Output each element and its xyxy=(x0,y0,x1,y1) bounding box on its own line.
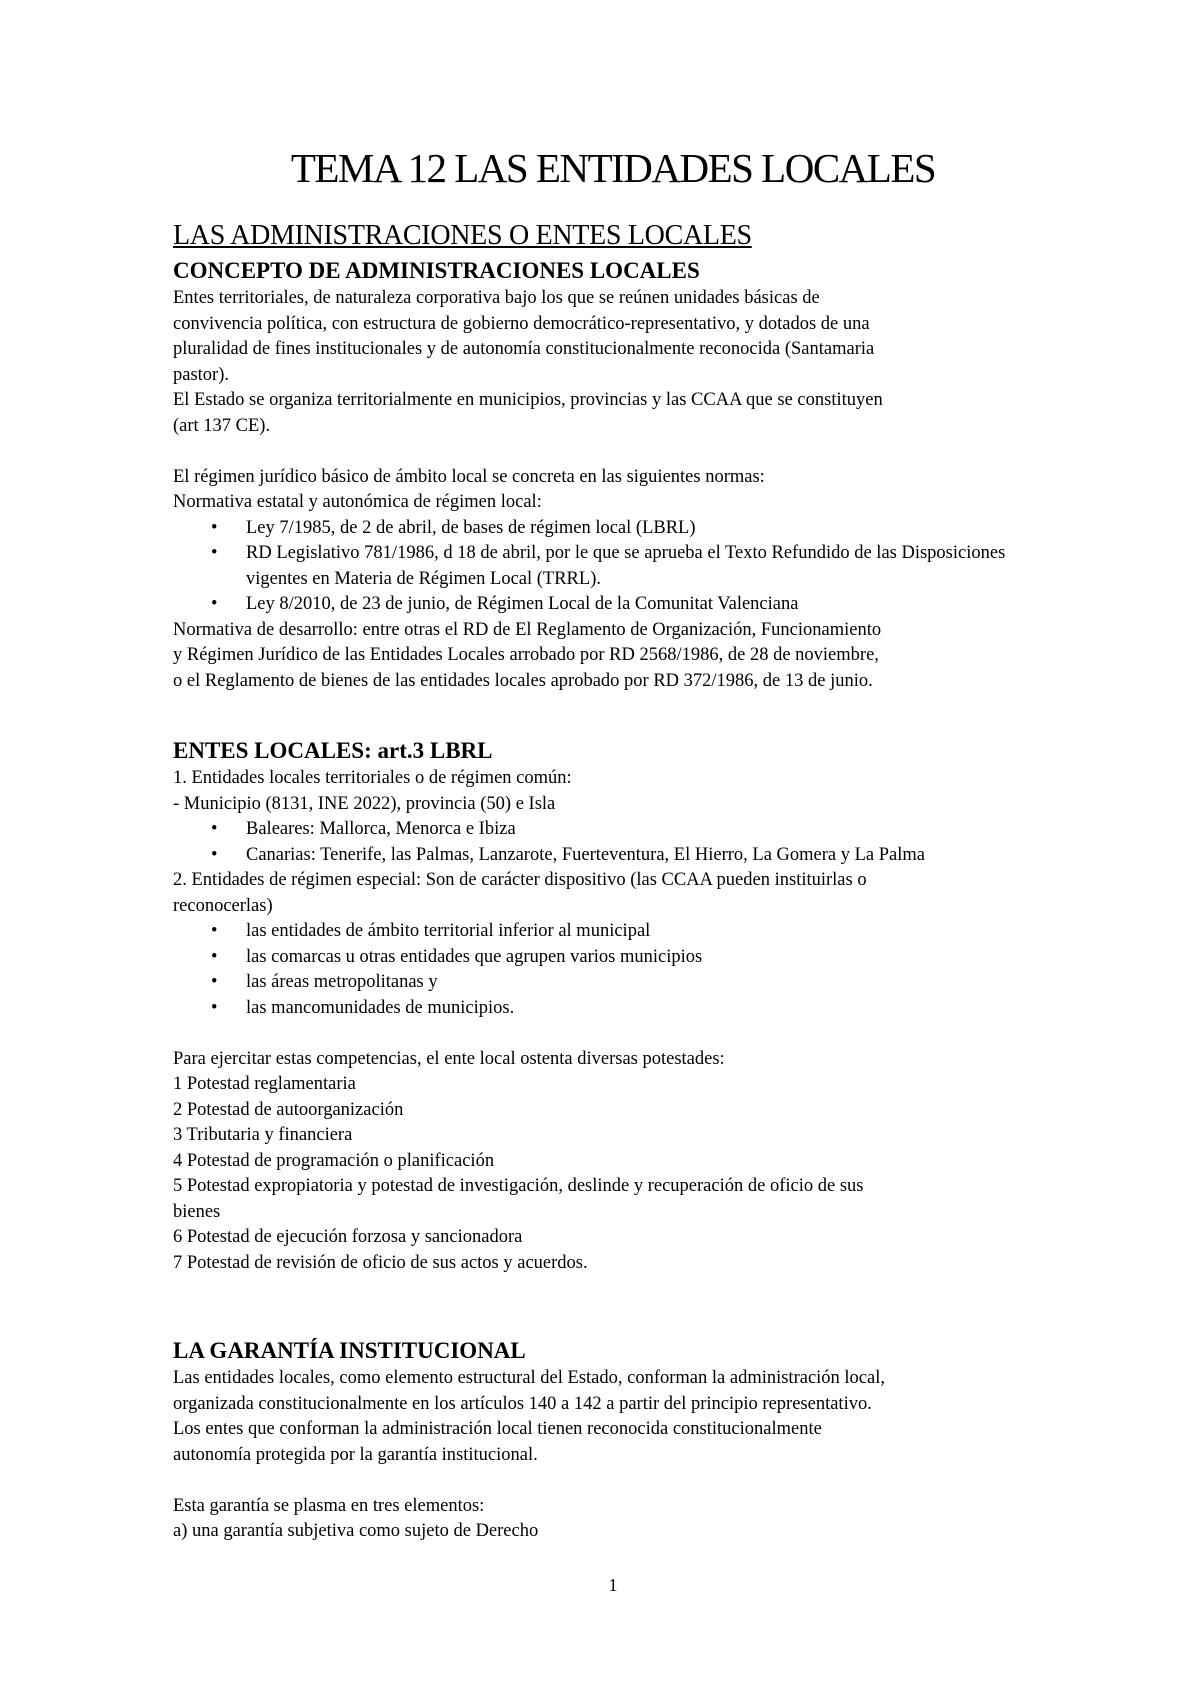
section-heading-administraciones: LAS ADMINISTRACIONES O ENTES LOCALES xyxy=(173,220,752,251)
list-item: • RD Legislativo 781/1986, d 18 de abril, por le que se aprueba el Texto Refundido de las Disposiciones vigentes en Materia de Régimen Local (TRRL). xyxy=(173,541,1053,592)
heading-concepto: CONCEPTO DE ADMINISTRACIONES LOCALES xyxy=(173,258,700,283)
text-line: 1. Entidades locales territoriales o de régimen común: xyxy=(173,768,572,788)
text-line: El régimen jurídico básico de ámbito local se concreta en las siguientes normas: xyxy=(173,466,765,487)
list-item: • Canarias: Tenerife, las Palmas, Lanzarote, Fuerteventura, El Hierro, La Gomera y La Palma xyxy=(173,843,1053,869)
text-line: Las entidades locales, como elemento estructural del Estado, conforman la administración local, xyxy=(173,1368,885,1388)
text-line: a) una garantía subjetiva como sujeto de Derecho xyxy=(173,1521,539,1541)
text-line: reconocerlas) xyxy=(173,895,273,916)
text-line: - Municipio (8131, INE 2022), provincia (50) e Isla xyxy=(173,793,556,814)
section-garantia xyxy=(173,1336,1053,1545)
potestad-item: 6 Potestad de ejecución forzosa y sancionadora xyxy=(173,1227,523,1247)
text-line: convivencia política, con estructura de gobierno democrático-representativo, y dotados de una xyxy=(173,313,870,334)
text-line: Normativa de desarrollo: entre otras el RD de El Reglamento de Organización, Funcionamiento xyxy=(173,619,882,640)
heading-garantia: LA GARANTÍA INSTITUCIONAL xyxy=(173,1338,526,1363)
text-line: Entes territoriales, de naturaleza corporativa bajo los que se reúnen unidades básicas de xyxy=(173,288,820,308)
text-line: Los entes que conforman la administración local tienen reconocida constitucionalmente xyxy=(173,1419,822,1439)
text-line: y Régimen Jurídico de las Entidades Locales arrobado por RD 2568/1986, de 28 de noviembre, xyxy=(173,645,879,665)
list-item: • las áreas metropolitanas y xyxy=(173,970,1053,996)
page-number: 1 xyxy=(608,1575,618,1595)
heading-entes-locales: ENTES LOCALES: art.3 LBRL xyxy=(173,738,493,763)
potestad-item: 5 Potestad expropiatoria y potestad de investigación, deslinde y recuperación de oficio de sus xyxy=(173,1176,864,1196)
text-line: pluralidad de fines institucionales y de autonomía constitucionalmente reconocida (Santamaria xyxy=(173,339,875,359)
list-item: • Baleares: Mallorca, Menorca e Ibiza xyxy=(173,817,1053,843)
list-item: • Ley 7/1985, de 2 de abril, de bases de régimen local (LBRL) xyxy=(173,516,1053,542)
text-line: Normativa estatal y autonómica de régimen local: xyxy=(173,492,542,512)
text-line: autonomía protegida por la garantía institucional. xyxy=(173,1444,538,1465)
potestad-item: 4 Potestad de programación o planificación xyxy=(173,1150,495,1171)
potestad-item: 2 Potestad de autoorganización xyxy=(173,1099,404,1120)
text-line: organizada constitucionalmente en los artículos 140 a 142 a partir del principio representativo. xyxy=(173,1393,872,1414)
section-entes-locales xyxy=(173,736,1053,1276)
text-line: 2. Entidades de régimen especial: Son de carácter dispositivo (las CCAA pueden instituirlas o xyxy=(173,870,867,890)
text-line: o el Reglamento de bienes de las entidades locales aprobado por RD 372/1986, de 13 de junio. xyxy=(173,670,873,691)
text-line: Esta garantía se plasma en tres elementos: xyxy=(173,1495,485,1516)
list-item: • las comarcas u otras entidades que agrupen varios municipios xyxy=(173,945,1053,971)
list-item: • Ley 8/2010, de 23 de junio, de Régimen Local de la Comunitat Valenciana xyxy=(173,592,1053,618)
section-concepto xyxy=(173,256,1053,694)
text-line: El Estado se organiza territorialmente en municipios, provincias y las CCAA que se constituyen xyxy=(173,390,883,410)
list-item: • las entidades de ámbito territorial inferior al municipal xyxy=(173,919,1053,945)
document-title: TEMA 12 LAS ENTIDADES LOCALES xyxy=(290,145,936,191)
text-line: Para ejercitar estas competencias, el ente local ostenta diversas potestades: xyxy=(173,1048,725,1069)
list-item: • las mancomunidades de municipios. xyxy=(173,996,1053,1022)
especiales-list xyxy=(173,919,1053,1021)
potestad-item: bienes xyxy=(173,1201,221,1222)
normas-list xyxy=(173,516,1053,618)
text-line: (art 137 CE). xyxy=(173,415,271,436)
potestad-item: 3 Tributaria y financiera xyxy=(173,1125,353,1145)
potestad-item: 7 Potestad de revisión de oficio de sus actos y acuerdos. xyxy=(173,1252,588,1273)
islas-list xyxy=(173,817,1053,868)
text-line: pastor). xyxy=(173,364,229,385)
potestad-item: 1 Potestad reglamentaria xyxy=(173,1074,356,1094)
